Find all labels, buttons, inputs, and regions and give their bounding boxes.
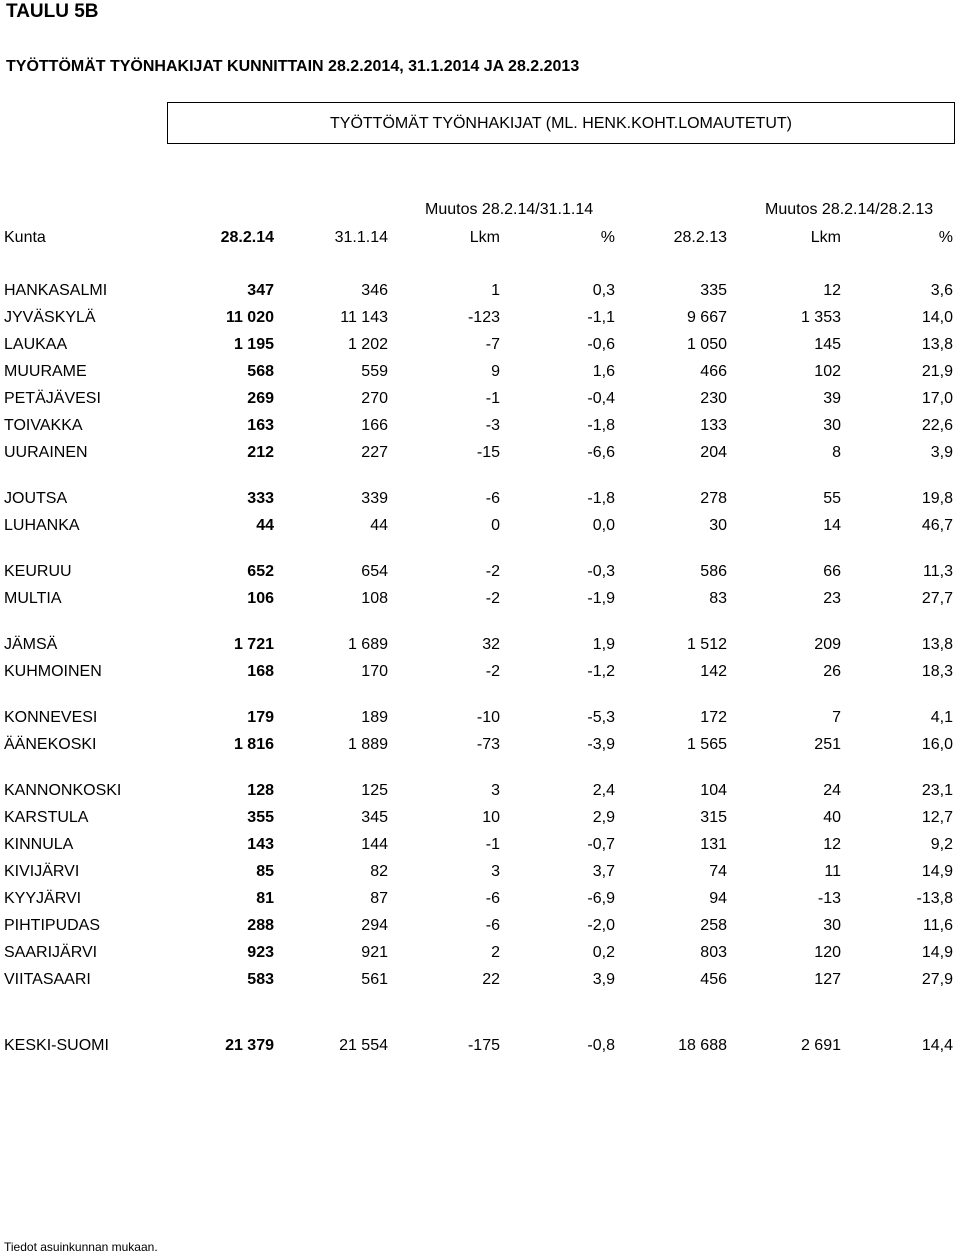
table-cell: 189	[361, 709, 388, 726]
table-row	[0, 390, 960, 416]
table-cell: 168	[247, 663, 274, 680]
column-header-pct-2: %	[938, 229, 953, 246]
footnote: Tiedot asuinkunnan mukaan.	[4, 1240, 158, 1254]
table-cell: 9 667	[686, 309, 727, 326]
table-cell: 230	[700, 390, 727, 407]
table-cell: 14,9	[921, 863, 953, 880]
municipality-name: PETÄJÄVESI	[4, 390, 101, 407]
table-cell: 27,9	[921, 971, 953, 988]
table-cell: 923	[247, 944, 274, 961]
table-row	[0, 944, 960, 970]
table-cell: 1 512	[686, 636, 727, 653]
table-cell: 3,9	[592, 971, 615, 988]
table-cell: 456	[700, 971, 727, 988]
table-cell: 66	[823, 563, 841, 580]
table-cell: 22,6	[921, 417, 953, 434]
table-cell: 30	[823, 417, 841, 434]
table-cell: 335	[700, 282, 727, 299]
table-cell: -1	[485, 836, 500, 853]
table-cell: 3,6	[930, 282, 953, 299]
table-cell: 74	[709, 863, 727, 880]
table-cell: 55	[823, 490, 841, 507]
table-cell: 466	[700, 363, 727, 380]
table-cell: -13	[817, 890, 841, 907]
municipality-name: KYYJÄRVI	[4, 890, 82, 907]
table-cell: 172	[700, 709, 727, 726]
table-cell: 561	[361, 971, 388, 988]
municipality-name: KINNULA	[4, 836, 74, 853]
table-cell: 2	[491, 944, 500, 961]
table-cell: -175	[467, 1037, 500, 1054]
table-cell: -1	[485, 390, 500, 407]
table-cell: 921	[361, 944, 388, 961]
table-cell: 1 816	[233, 736, 274, 753]
table-cell: 339	[361, 490, 388, 507]
table-cell: 7	[832, 709, 841, 726]
table-cell: 11 143	[340, 309, 388, 326]
table-cell: -0,3	[587, 563, 615, 580]
table-cell: 1 565	[686, 736, 727, 753]
table-row	[0, 863, 960, 889]
table-cell: 3	[491, 782, 500, 799]
table-row	[0, 782, 960, 808]
table-cell: 9	[491, 363, 500, 380]
table-cell: -7	[485, 336, 500, 353]
table-cell: 120	[814, 944, 841, 961]
group-header-change-2: Muutos 28.2.14/28.2.13	[765, 201, 934, 218]
table-cell: 127	[814, 971, 841, 988]
table-cell: 14,9	[921, 944, 953, 961]
table-cell: 170	[361, 663, 388, 680]
municipality-name: TOIVAKKA	[4, 417, 83, 434]
table-cell: 144	[361, 836, 388, 853]
municipality-name: PIHTIPUDAS	[4, 917, 101, 934]
table-cell: -6	[485, 917, 500, 934]
table-row	[0, 663, 960, 689]
table-cell: 2 691	[800, 1037, 841, 1054]
table-cell: -5,3	[587, 709, 615, 726]
table-cell: 23	[823, 590, 841, 607]
table-row	[0, 444, 960, 470]
table-cell: 10	[482, 809, 500, 826]
municipality-name: LUHANKA	[4, 517, 80, 534]
municipality-name: JÄMSÄ	[4, 636, 58, 653]
table-cell: 94	[709, 890, 727, 907]
table-cell: 23,1	[921, 782, 953, 799]
table-cell: 278	[700, 490, 727, 507]
table-cell: 13,8	[921, 636, 953, 653]
table-cell: 333	[247, 490, 274, 507]
table-cell: -10	[476, 709, 500, 726]
table-row	[0, 517, 960, 543]
table-cell: -2,0	[587, 917, 615, 934]
table-cell: 355	[247, 809, 274, 826]
table-cell: 19,8	[921, 490, 953, 507]
table-cell: 32	[482, 636, 500, 653]
table-row	[0, 490, 960, 516]
table-cell: 18,3	[921, 663, 953, 680]
table-cell: -0,8	[587, 1037, 615, 1054]
table-cell: -15	[476, 444, 500, 461]
table-cell: -3,9	[587, 736, 615, 753]
total-row	[0, 1037, 960, 1063]
table-cell: 568	[247, 363, 274, 380]
municipality-name: HANKASALMI	[4, 282, 108, 299]
table-cell: 22	[482, 971, 500, 988]
table-cell: 11,6	[923, 917, 953, 934]
table-cell: -6	[485, 490, 500, 507]
table-cell: 143	[247, 836, 274, 853]
municipality-name: KARSTULA	[4, 809, 89, 826]
group-header-change-1: Muutos 28.2.14/31.1.14	[425, 201, 594, 218]
table-cell: 44	[370, 517, 388, 534]
table-cell: -1,2	[587, 663, 615, 680]
table-cell: 14	[823, 517, 841, 534]
table-cell: 654	[361, 563, 388, 580]
table-cell: -1,8	[587, 417, 615, 434]
table-cell: -73	[476, 736, 500, 753]
table-cell: 104	[700, 782, 727, 799]
table-row	[0, 336, 960, 362]
table-cell: 179	[247, 709, 274, 726]
table-row	[0, 809, 960, 835]
table-cell: 21 379	[225, 1037, 274, 1054]
table-cell: 3	[491, 863, 500, 880]
table-cell: 251	[814, 736, 841, 753]
table-cell: 21 554	[339, 1037, 388, 1054]
table-cell: 83	[709, 590, 727, 607]
table-cell: 345	[361, 809, 388, 826]
table-cell: 583	[247, 971, 274, 988]
table-cell: 294	[361, 917, 388, 934]
table-cell: 270	[361, 390, 388, 407]
table-cell: 24	[823, 782, 841, 799]
table-cell: 0,3	[592, 282, 615, 299]
column-header-pct-1: %	[600, 229, 615, 246]
table-cell: 1,9	[592, 636, 615, 653]
table-cell: 108	[361, 590, 388, 607]
table-cell: 8	[832, 444, 841, 461]
table-cell: 106	[247, 590, 274, 607]
table-cell: 9,2	[930, 836, 953, 853]
table-row	[0, 890, 960, 916]
table-cell: 559	[361, 363, 388, 380]
table-cell: 27,7	[921, 590, 953, 607]
table-cell: 0	[491, 517, 500, 534]
table-cell: 12	[823, 282, 841, 299]
table-cell: -0,7	[587, 836, 615, 853]
table-cell: 12	[823, 836, 841, 853]
municipality-name: KANNONKOSKI	[4, 782, 122, 799]
boxed-header: TYÖTTÖMÄT TYÖNHAKIJAT (ML. HENK.KOHT.LOMAUTETUT)	[167, 102, 955, 144]
table-cell: 1 195	[233, 336, 274, 353]
table-cell: 81	[256, 890, 274, 907]
municipality-name: VIITASAARI	[4, 971, 91, 988]
table-cell: 46,7	[921, 517, 953, 534]
column-header-28-2-14: 28.2.14	[220, 229, 274, 246]
table-cell: -6,9	[587, 890, 615, 907]
table-row	[0, 836, 960, 862]
column-header-lkm-2: Lkm	[810, 229, 841, 246]
table-cell: 125	[361, 782, 388, 799]
table-cell: 87	[370, 890, 388, 907]
municipality-name: JOUTSA	[4, 490, 68, 507]
table-cell: -2	[485, 563, 500, 580]
municipality-name: LAUKAA	[4, 336, 68, 353]
table-row	[0, 563, 960, 589]
table-cell: -1,1	[587, 309, 615, 326]
table-cell: 2,4	[592, 782, 615, 799]
table-cell: 14,0	[921, 309, 953, 326]
table-cell: 40	[823, 809, 841, 826]
table-cell: 12,7	[921, 809, 953, 826]
table-cell: 3,9	[930, 444, 953, 461]
table-cell: -6,6	[587, 444, 615, 461]
table-cell: 1 889	[347, 736, 388, 753]
table-cell: 163	[247, 417, 274, 434]
municipality-name: KIVIJÄRVI	[4, 863, 80, 880]
table-cell: -1,9	[587, 590, 615, 607]
column-header-28-2-13: 28.2.13	[673, 229, 727, 246]
column-header-lkm-1: Lkm	[469, 229, 500, 246]
table-row	[0, 736, 960, 762]
table-cell: 2,9	[592, 809, 615, 826]
table-cell: 16,0	[921, 736, 953, 753]
table-row	[0, 363, 960, 389]
table-cell: 166	[361, 417, 388, 434]
table-cell: 11 020	[225, 309, 274, 326]
table-cell: 1 050	[686, 336, 727, 353]
table-cell: 212	[247, 444, 274, 461]
table-cell: 209	[814, 636, 841, 653]
table-cell: -13,8	[916, 890, 953, 907]
table-cell: 227	[361, 444, 388, 461]
table-row	[0, 709, 960, 735]
table-cell: 21,9	[921, 363, 953, 380]
table-cell: -6	[485, 890, 500, 907]
table-cell: 1 689	[347, 636, 388, 653]
table-cell: 4,1	[930, 709, 953, 726]
table-cell: 44	[256, 517, 274, 534]
table-cell: 14,4	[921, 1037, 953, 1054]
table-cell: 315	[700, 809, 727, 826]
table-cell: 1	[491, 282, 500, 299]
table-cell: 0,2	[592, 944, 615, 961]
table-cell: 26	[823, 663, 841, 680]
table-cell: 145	[814, 336, 841, 353]
table-cell: 1 353	[800, 309, 841, 326]
table-cell: 1 202	[347, 336, 388, 353]
table-cell: 1 721	[233, 636, 274, 653]
table-cell: 17,0	[921, 390, 953, 407]
table-cell: 347	[247, 282, 274, 299]
table-cell: 13,8	[921, 336, 953, 353]
municipality-name: MUURAME	[4, 363, 87, 380]
municipality-name: JYVÄSKYLÄ	[4, 309, 96, 326]
table-cell: 142	[700, 663, 727, 680]
table-cell: 258	[700, 917, 727, 934]
table-cell: -123	[467, 309, 500, 326]
table-title: TAULU 5B	[6, 1, 99, 22]
table-row	[0, 917, 960, 943]
table-row	[0, 590, 960, 616]
table-cell: 85	[256, 863, 274, 880]
table-cell: 131	[700, 836, 727, 853]
municipality-name: KONNEVESI	[4, 709, 98, 726]
municipality-name: KESKI-SUOMI	[4, 1037, 109, 1054]
table-cell: 586	[700, 563, 727, 580]
table-cell: 346	[361, 282, 388, 299]
table-cell: 128	[247, 782, 274, 799]
column-header-31-1-14: 31.1.14	[334, 229, 388, 246]
table-row	[0, 636, 960, 662]
table-cell: 18 688	[678, 1037, 727, 1054]
table-cell: 652	[247, 563, 274, 580]
table-cell: 11,3	[923, 563, 953, 580]
table-cell: -0,4	[587, 390, 615, 407]
table-cell: -1,8	[587, 490, 615, 507]
municipality-name: KEURUU	[4, 563, 72, 580]
table-row	[0, 282, 960, 308]
municipality-name: UURAINEN	[4, 444, 88, 461]
municipality-name: SAARIJÄRVI	[4, 944, 98, 961]
table-cell: 30	[709, 517, 727, 534]
table-cell: -2	[485, 590, 500, 607]
table-cell: 11	[824, 863, 841, 880]
table-cell: -2	[485, 663, 500, 680]
municipality-name: KUHMOINEN	[4, 663, 102, 680]
table-row	[0, 971, 960, 997]
table-cell: 102	[814, 363, 841, 380]
table-cell: 82	[370, 863, 388, 880]
table-cell: 3,7	[592, 863, 615, 880]
municipality-name: MULTIA	[4, 590, 62, 607]
table-cell: 803	[700, 944, 727, 961]
table-cell: -0,6	[587, 336, 615, 353]
table-row	[0, 417, 960, 443]
column-header-kunta: Kunta	[4, 229, 46, 246]
table-cell: 133	[700, 417, 727, 434]
table-subtitle: TYÖTTÖMÄT TYÖNHAKIJAT KUNNITTAIN 28.2.2014, 31.1.2014 JA 28.2.2013	[6, 58, 580, 75]
table-cell: -3	[485, 417, 500, 434]
table-cell: 0,0	[592, 517, 615, 534]
municipality-name: ÄÄNEKOSKI	[4, 736, 97, 753]
table-cell: 288	[247, 917, 274, 934]
table-cell: 204	[700, 444, 727, 461]
table-cell: 1,6	[592, 363, 615, 380]
table-cell: 39	[823, 390, 841, 407]
table-cell: 269	[247, 390, 274, 407]
table-row	[0, 309, 960, 335]
table-cell: 30	[823, 917, 841, 934]
